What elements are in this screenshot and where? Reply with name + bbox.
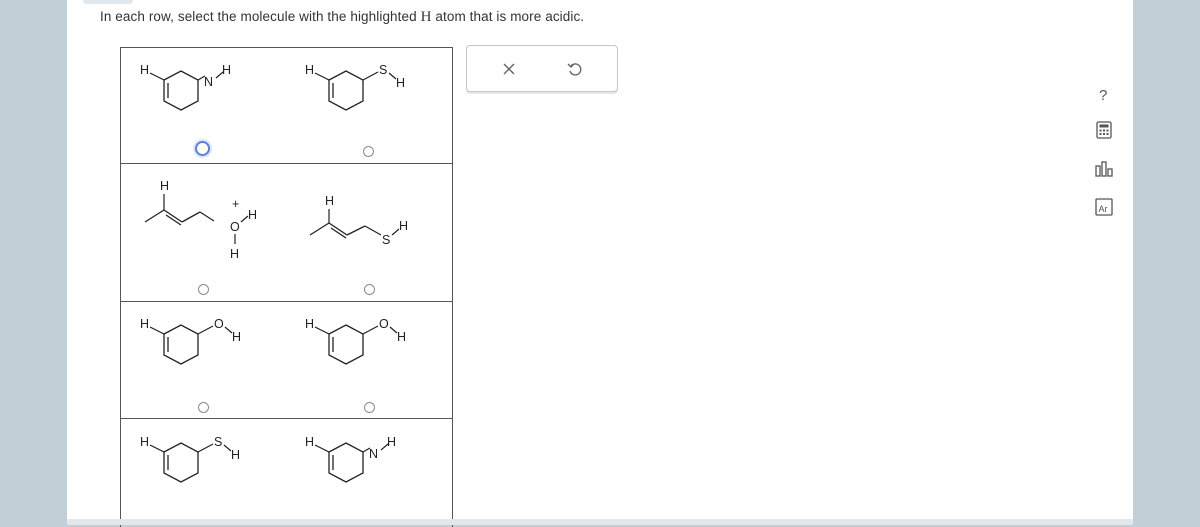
atom-label-h: H [305, 317, 315, 331]
molecule-row3-left[interactable] [131, 312, 271, 392]
atom-label-h: H [387, 435, 397, 449]
row-divider [121, 163, 452, 164]
structure-diagram [131, 312, 271, 392]
atom-label-s: S [379, 63, 388, 77]
periodic-table-button[interactable] [1093, 196, 1115, 218]
structure-diagram [296, 187, 436, 267]
atom-label-o: O [214, 317, 224, 331]
atom-label-h: H [140, 317, 150, 331]
clear-button[interactable] [499, 59, 519, 79]
atom-label-h: H [231, 448, 241, 462]
row-divider [121, 418, 452, 419]
row-divider [121, 301, 452, 302]
charge-label: + [232, 197, 240, 211]
atom-label-h: H [140, 435, 150, 449]
prompt-symbol: H [420, 9, 432, 25]
calculator-icon [1093, 119, 1115, 141]
question-prompt [100, 9, 584, 26]
atom-label-h: H [397, 330, 407, 344]
structure-diagram [131, 430, 271, 510]
periodic-table-label: Ar [1098, 204, 1108, 214]
atom-label-h: H [305, 63, 315, 77]
bottom-bar [67, 519, 1133, 525]
atom-label-o: O [379, 317, 389, 331]
atom-label-h: H [305, 435, 315, 449]
radio-row3-right[interactable] [364, 402, 375, 413]
atom-label-h: H [399, 219, 409, 233]
undo-icon [565, 59, 585, 79]
periodic-table-icon [1093, 196, 1115, 218]
radio-row3-left[interactable] [198, 402, 209, 413]
molecule-row2-right[interactable] [296, 187, 436, 267]
help-label: ? [1099, 87, 1108, 104]
bar-chart-icon [1093, 158, 1115, 180]
structure-diagram [131, 58, 271, 138]
radio-row1-right[interactable] [363, 146, 374, 157]
atom-label-h: H [248, 208, 258, 222]
top-tab[interactable] [83, 0, 133, 4]
prompt-text-before: In each row, select the molecule with the highlighted [100, 9, 421, 24]
structure-diagram [131, 172, 271, 262]
structure-diagram [296, 430, 436, 510]
atom-label-o: O [230, 220, 240, 234]
molecule-row1-right[interactable] [296, 58, 436, 138]
radio-row1-left[interactable] [195, 141, 210, 156]
molecule-row2-left[interactable] [131, 172, 271, 262]
molecule-row4-left[interactable] [131, 430, 271, 510]
structure-diagram [296, 312, 436, 392]
molecule-row1-left[interactable] [131, 58, 271, 138]
atom-label-h: H [325, 194, 335, 208]
chart-button[interactable] [1093, 158, 1115, 180]
atom-label-n: N [204, 75, 214, 89]
atom-label-s: S [214, 435, 223, 449]
atom-label-h: H [232, 330, 242, 344]
structure-diagram [296, 58, 436, 138]
atom-label-h: H [160, 179, 170, 193]
atom-label-h: H [222, 63, 232, 77]
help-icon [1093, 84, 1115, 106]
atom-label-s: S [382, 233, 391, 247]
calculator-button[interactable] [1093, 119, 1115, 141]
radio-row2-left[interactable] [198, 284, 209, 295]
atom-label-h: H [230, 247, 240, 261]
atom-label-n: N [369, 447, 379, 461]
page [67, 0, 1133, 525]
atom-label-h: H [396, 76, 406, 90]
prompt-text-after: atom that is more acidic. [431, 9, 585, 24]
help-button[interactable] [1093, 84, 1115, 106]
molecule-row4-right[interactable] [296, 430, 436, 510]
undo-button[interactable] [565, 59, 585, 79]
radio-row2-right[interactable] [364, 284, 375, 295]
answer-grid [120, 47, 453, 527]
molecule-row3-right[interactable] [296, 312, 436, 392]
atom-label-h: H [140, 63, 150, 77]
answer-actions [466, 45, 618, 92]
close-icon [499, 59, 519, 79]
